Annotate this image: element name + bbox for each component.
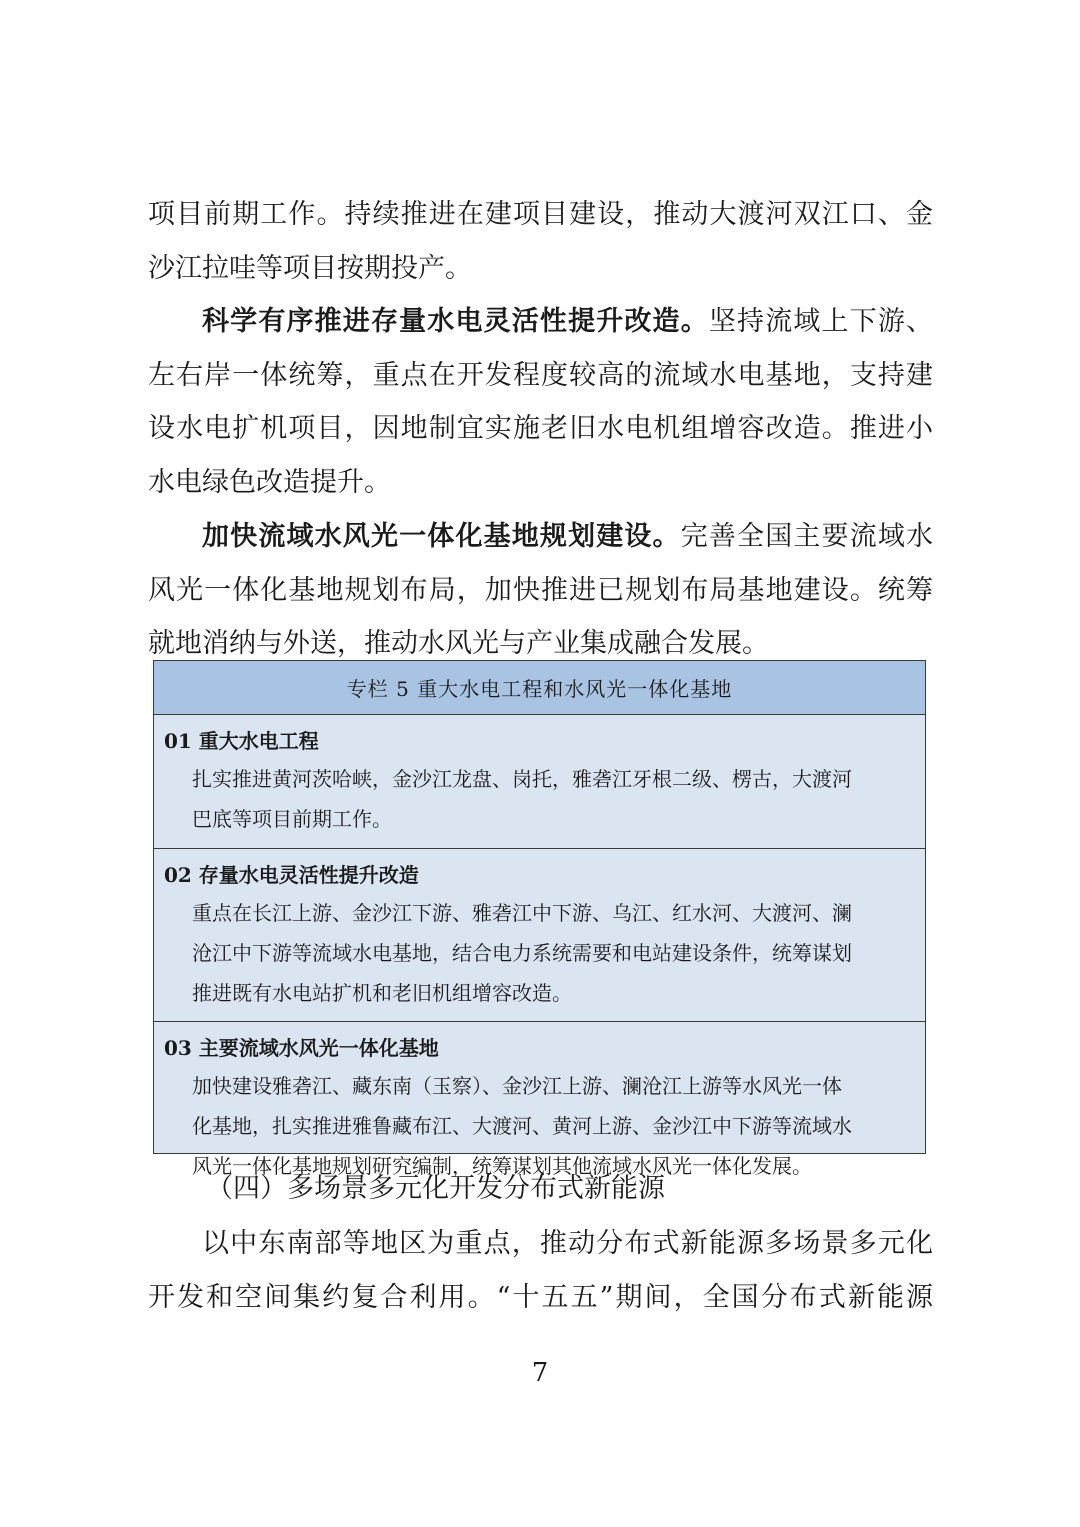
- paragraph-2: [148, 295, 933, 509]
- paragraph-3-line-1-text: 完善全国主要流域水: [680, 521, 934, 552]
- paragraph-4-line-2: 开发和空间集约复合利用。“十五五”期间，全国分布式新能源: [148, 1281, 933, 1313]
- paragraph-3: [148, 510, 933, 671]
- section-heading-4: [148, 1162, 933, 1216]
- box-section-1-line-2: 巴底等项目前期工作。: [192, 807, 392, 831]
- box-section-2-body: [164, 893, 915, 1013]
- box-section-2-line-3: 推进既有水电站扩机和老旧机组增容改造。: [192, 981, 572, 1005]
- paragraph-3-line-2: 风光一体化基地规划布局，加快推进已规划布局基地建设。统筹: [148, 574, 933, 606]
- box-section-3-line-3: 风光一体化基地规划研究编制，统筹谋划其他流域水风光一体化发展。: [192, 1154, 812, 1178]
- paragraph-4: [148, 1217, 933, 1324]
- box-section-1-line-1: 扎实推进黄河茨哈峡，金沙江龙盘、岗托，雅砻江牙根二级、楞古，大渡河: [192, 767, 852, 791]
- paragraph-2-line-2: 左右岸一体统筹，重点在开发程度较高的流域水电基地，支持建: [148, 359, 933, 391]
- section-heading-4-text: （四）多场景多元化开发分布式新能源: [206, 1173, 665, 1204]
- paragraph-1: [148, 188, 933, 295]
- paragraph-4-line-1: 以中东南部等地区为重点，推动分布式新能源多场景多元化: [202, 1228, 933, 1259]
- feature-box: [153, 660, 926, 1178]
- paragraph-3-line-1: [148, 510, 933, 564]
- paragraph-2-line-1: [148, 295, 933, 349]
- box-section-1-title: 01 重大水电工程: [164, 729, 319, 753]
- paragraph-2-lead: 科学有序推进存量水电灵活性提升改造。: [202, 306, 709, 337]
- page-number: 7: [531, 1358, 549, 1388]
- box-section-2-line-2: 沧江中下游等流域水电基地，结合电力系统需要和电站建设条件，统筹谋划: [192, 941, 852, 965]
- paragraph-3-lead: 加快流域水风光一体化基地规划建设。: [202, 521, 681, 552]
- feature-box-title: 专栏 5 重大水电工程和水风光一体化基地: [154, 661, 925, 715]
- box-section-2-line-1: 重点在长江上游、金沙江下游、雅砻江中下游、乌江、红水河、大渡河、澜: [192, 901, 852, 925]
- box-section-1-body: [164, 759, 915, 839]
- paragraph-2-line-1-text: 坚持流域上下游、: [708, 306, 934, 337]
- box-section-3-line-2: 化基地，扎实推进雅鲁藏布江、大渡河、黄河上游、金沙江中下游等流域水: [192, 1114, 852, 1138]
- box-section-3-title: 03 主要流域水风光一体化基地: [164, 1036, 439, 1060]
- box-section-2-title: 02 存量水电灵活性提升改造: [164, 863, 419, 887]
- box-section-2: [154, 849, 925, 1022]
- paragraph-1-line-1: 项目前期工作。持续推进在建项目建设，推动大渡河双江口、金: [148, 199, 933, 230]
- paragraph-2-line-3: 设水电扩机项目，因地制宜实施老旧水电机组增容改造。推进小: [148, 413, 933, 444]
- paragraph-2-line-4: 水电绿色改造提升。: [148, 466, 391, 498]
- paragraph-1-line-2: 沙江拉哇等项目按期投产。: [148, 252, 472, 284]
- box-section-1: [154, 715, 925, 849]
- box-section-3-line-1: 加快建设雅砻江、藏东南（玉察）、金沙江上游、澜沧江上游等水风光一体: [192, 1074, 842, 1098]
- paragraph-3-line-3: 就地消纳与外送，推动水风光与产业集成融合发展。: [148, 628, 769, 659]
